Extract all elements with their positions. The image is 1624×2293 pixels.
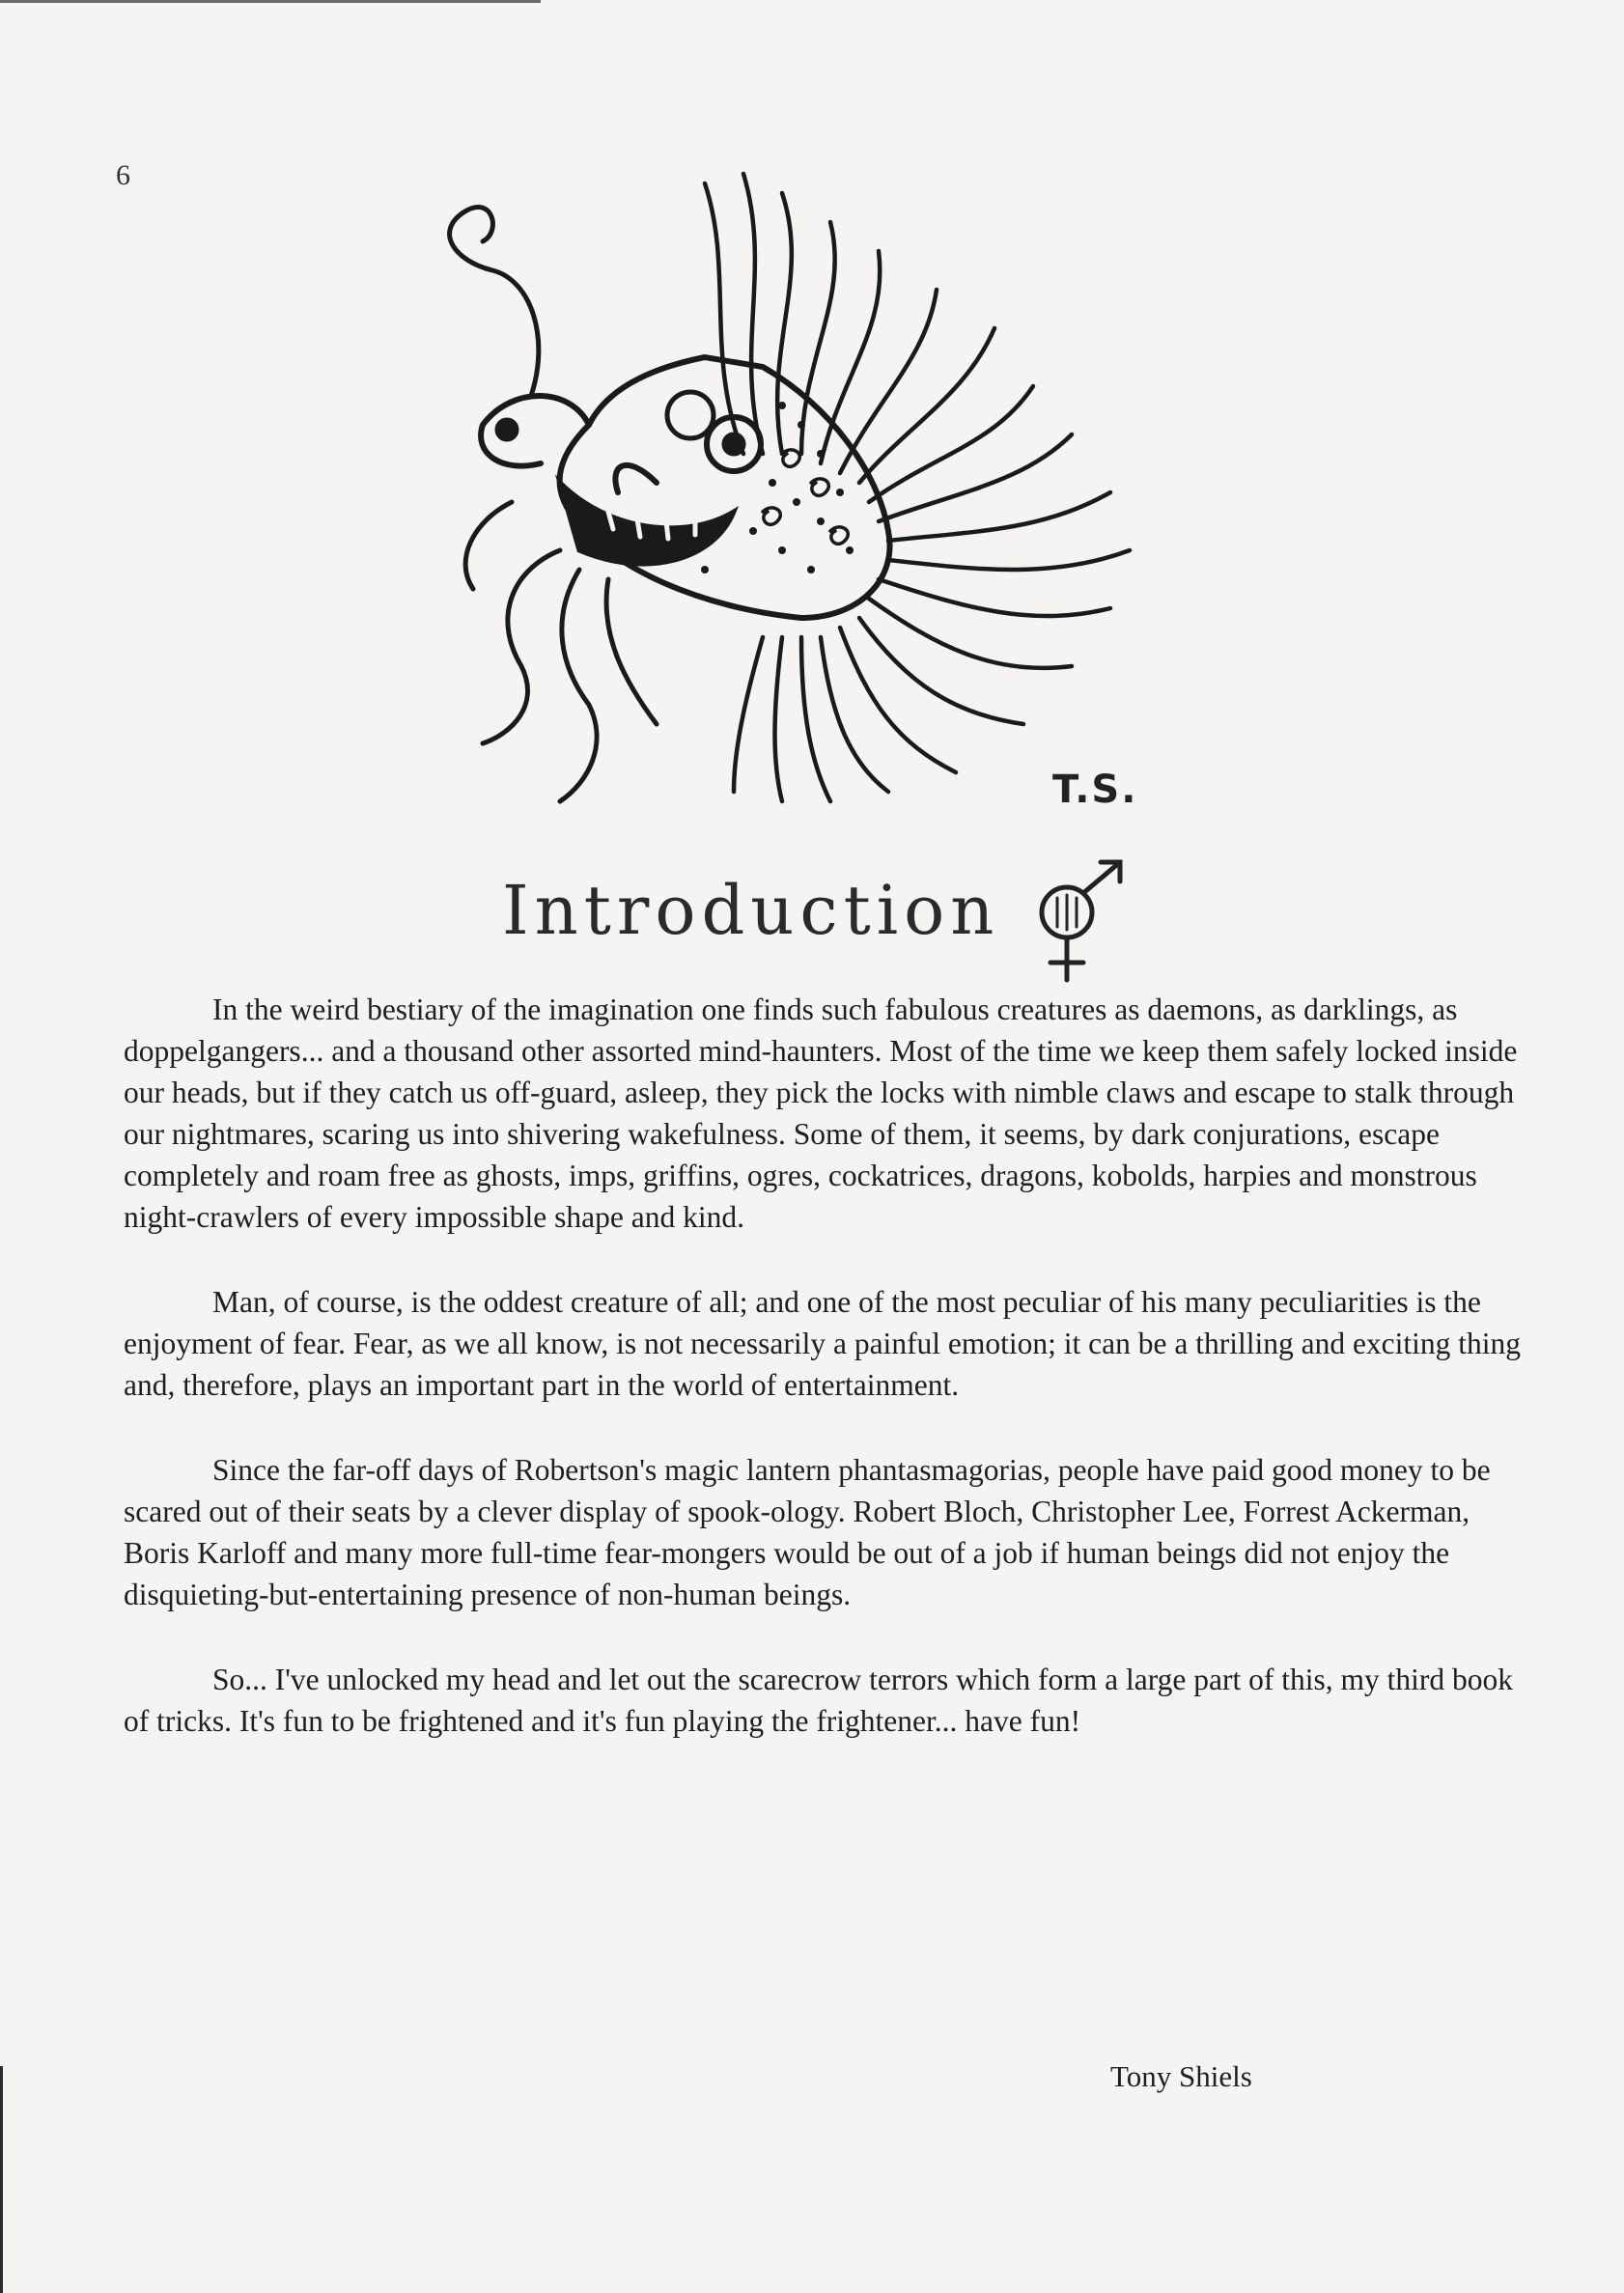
scan-edge <box>0 2066 3 2293</box>
artist-initials: T.S. <box>1052 768 1138 812</box>
page-number: 6 <box>116 159 130 191</box>
article-body <box>124 989 1533 1785</box>
dragon-head-icon <box>415 164 1217 840</box>
paragraph: So... I've unlocked my head and let out the scarecrow terrors which form a large part of this, my third book of tricks. It's fun to be frightened and it's fun playing the frightener... have fun! <box>124 1663 1513 1738</box>
author-signature: Tony Shiels <box>1110 2059 1252 2093</box>
top-rule <box>0 0 541 3</box>
title-block <box>502 825 1178 990</box>
paragraph: Since the far-off days of Robertson's magic lantern phantasmagorias, people have paid good money to be scared out of their seats by a clever display of spook-ology. Robert Bloch, Christopher Lee, Forrest Ackerman, Boris Karloff and many more full-time fear-mongers would be out of a job if human beings did not enjoy the disquieting-but-entertaining presence of non-human beings. <box>124 1453 1491 1611</box>
male-female-icon <box>1023 854 1139 994</box>
page-title: Introduction <box>502 870 1000 950</box>
paragraph: In the weird bestiary of the imagination one finds such fabulous creatures as daemons, as darklings, as doppelgangers... and a thousand other assorted mind-haunters. Most of the time we keep them safely locked inside our heads, but if they catch us off-guard, asleep, they pick the locks with nimble claws and escape to stalk through our nightmares, scaring us into shivering wakefulness. Some of them, it seems, by dark conjurations, escape completely and roam free as ghosts, imps, griffins, ogres, cockatrices, dragons, kobolds, harpies and monstrous night-crawlers of every impossible shape and kind. <box>124 993 1518 1234</box>
paragraph: Man, of course, is the oddest creature of all; and one of the most peculiar of his many peculiarities is the enjoyment of fear. Fear, as we all know, is not necessarily a painful emotion; it can be a thrilling and exciting thing and, therefore, plays an important part in the world of entertainment. <box>124 1285 1522 1402</box>
